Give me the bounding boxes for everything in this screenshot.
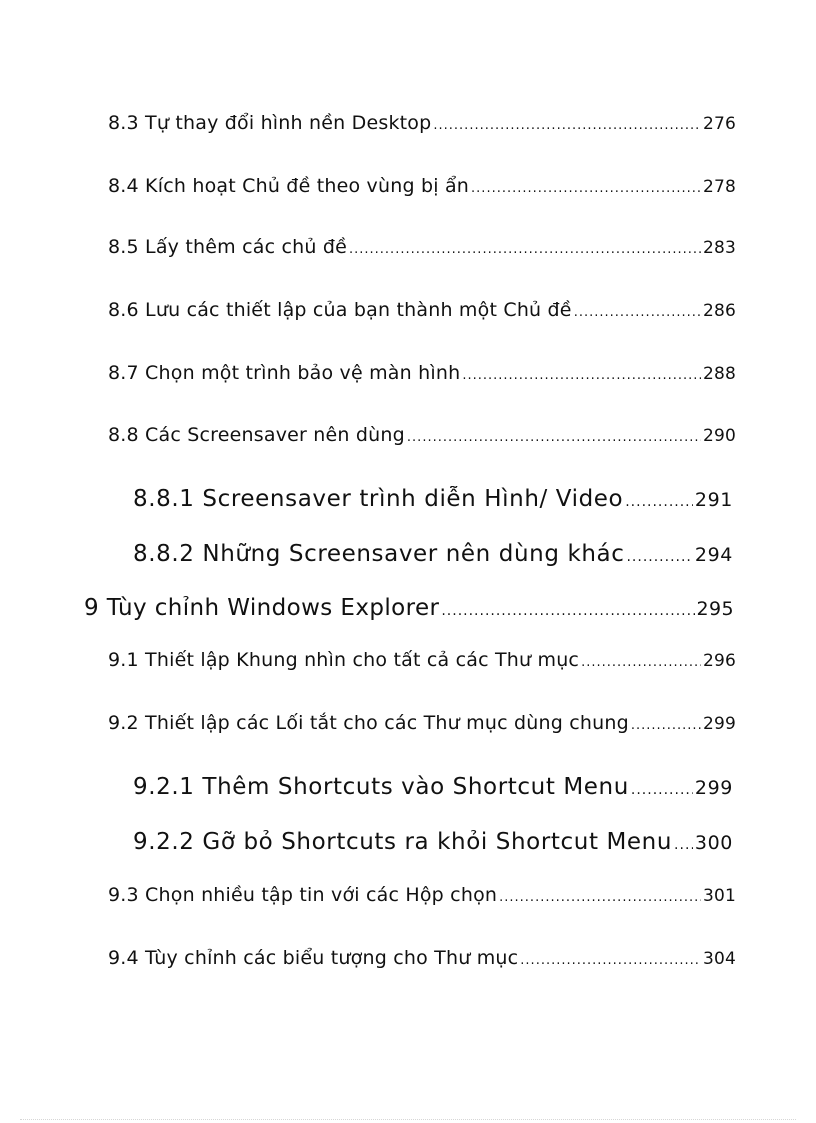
toc-entry-title: 9.2.1 Thêm Shortcuts vào Shortcut Menu xyxy=(133,774,629,800)
toc-entry-title: 9.4 Tùy chỉnh các biểu tượng cho Thư mục xyxy=(108,947,519,969)
page-bottom-divider xyxy=(20,1119,796,1120)
dot-leader xyxy=(349,242,701,257)
dot-leader xyxy=(625,494,693,510)
toc-entry[interactable] xyxy=(133,829,733,855)
toc-entry-title: 8.4 Kích hoạt Chủ đề theo vùng bị ẩn xyxy=(108,175,470,197)
toc-entry-title: 8.5 Lấy thêm các chủ đề xyxy=(108,236,347,258)
dot-leader xyxy=(631,782,693,798)
toc-entry-page: 301 xyxy=(702,886,736,906)
toc-entry-title: 9.2.2 Gỡ bỏ Shortcuts ra khỏi Shortcut Menu xyxy=(133,829,673,855)
toc-entry[interactable] xyxy=(108,947,736,969)
dot-leader xyxy=(581,655,701,670)
toc-entry[interactable] xyxy=(133,541,733,567)
toc-entry-chapter[interactable] xyxy=(84,595,734,621)
toc-entry-title: 8.3 Tự thay đổi hình nền Desktop xyxy=(108,112,432,134)
toc-entry[interactable] xyxy=(108,712,736,734)
toc-entry[interactable] xyxy=(108,299,736,321)
toc-entry-page: 294 xyxy=(694,544,733,566)
toc-entry[interactable] xyxy=(133,774,733,800)
dot-leader xyxy=(674,837,693,853)
toc-entry-page: 290 xyxy=(702,426,736,446)
toc-entry-title: 8.8.1 Screensaver trình diễn Hình/ Video xyxy=(133,486,624,512)
dot-leader xyxy=(471,181,701,196)
toc-entry-page: 304 xyxy=(702,949,736,969)
dot-leader xyxy=(520,953,701,968)
toc-entry-title: 9.1 Thiết lập Khung nhìn cho tất cả các Thư mục xyxy=(108,649,580,671)
toc-entry[interactable] xyxy=(108,424,736,446)
toc-entry[interactable] xyxy=(108,175,736,197)
toc-entry-page: 291 xyxy=(694,489,733,511)
dot-leader xyxy=(499,890,701,905)
toc-entry-title: 9.2 Thiết lập các Lối tắt cho các Thư mục dùng chung xyxy=(108,712,629,734)
toc-entry-page: 299 xyxy=(702,714,736,734)
toc-entry-page: 288 xyxy=(702,364,736,384)
toc-entry[interactable] xyxy=(108,362,736,384)
toc-entry-page: 286 xyxy=(702,301,736,321)
toc-entry-title: 9.3 Chọn nhiều tập tin với các Hộp chọn xyxy=(108,884,498,906)
dot-leader xyxy=(462,368,701,383)
dot-leader xyxy=(407,430,701,445)
dot-leader xyxy=(441,603,694,619)
toc-entry-page: 300 xyxy=(694,832,733,854)
toc-entry[interactable] xyxy=(108,884,736,906)
dot-leader xyxy=(433,118,701,133)
toc-entry[interactable] xyxy=(133,486,733,512)
toc-entry[interactable] xyxy=(108,649,736,671)
toc-entry-title: 8.7 Chọn một trình bảo vệ màn hình xyxy=(108,362,461,384)
toc-entry-page: 283 xyxy=(702,238,736,258)
toc-entry-title: 8.6 Lưu các thiết lập của bạn thành một Chủ đề xyxy=(108,299,572,321)
toc-entry[interactable] xyxy=(108,236,736,258)
toc-entry-page: 276 xyxy=(702,114,736,134)
toc-entry[interactable] xyxy=(108,112,736,134)
dot-leader xyxy=(631,718,701,733)
toc-entry-page: 295 xyxy=(696,598,734,620)
toc-entry-page: 296 xyxy=(702,651,736,671)
dot-leader xyxy=(626,549,692,565)
toc-entry-title: 8.8 Các Screensaver nên dùng xyxy=(108,424,405,446)
toc-entry-page: 278 xyxy=(702,177,736,197)
toc-entry-page: 299 xyxy=(694,777,733,799)
dot-leader xyxy=(574,305,701,320)
toc-entry-title: 8.8.2 Những Screensaver nên dùng khác xyxy=(133,541,625,567)
toc-entry-title: 9 Tùy chỉnh Windows Explorer xyxy=(84,595,440,621)
